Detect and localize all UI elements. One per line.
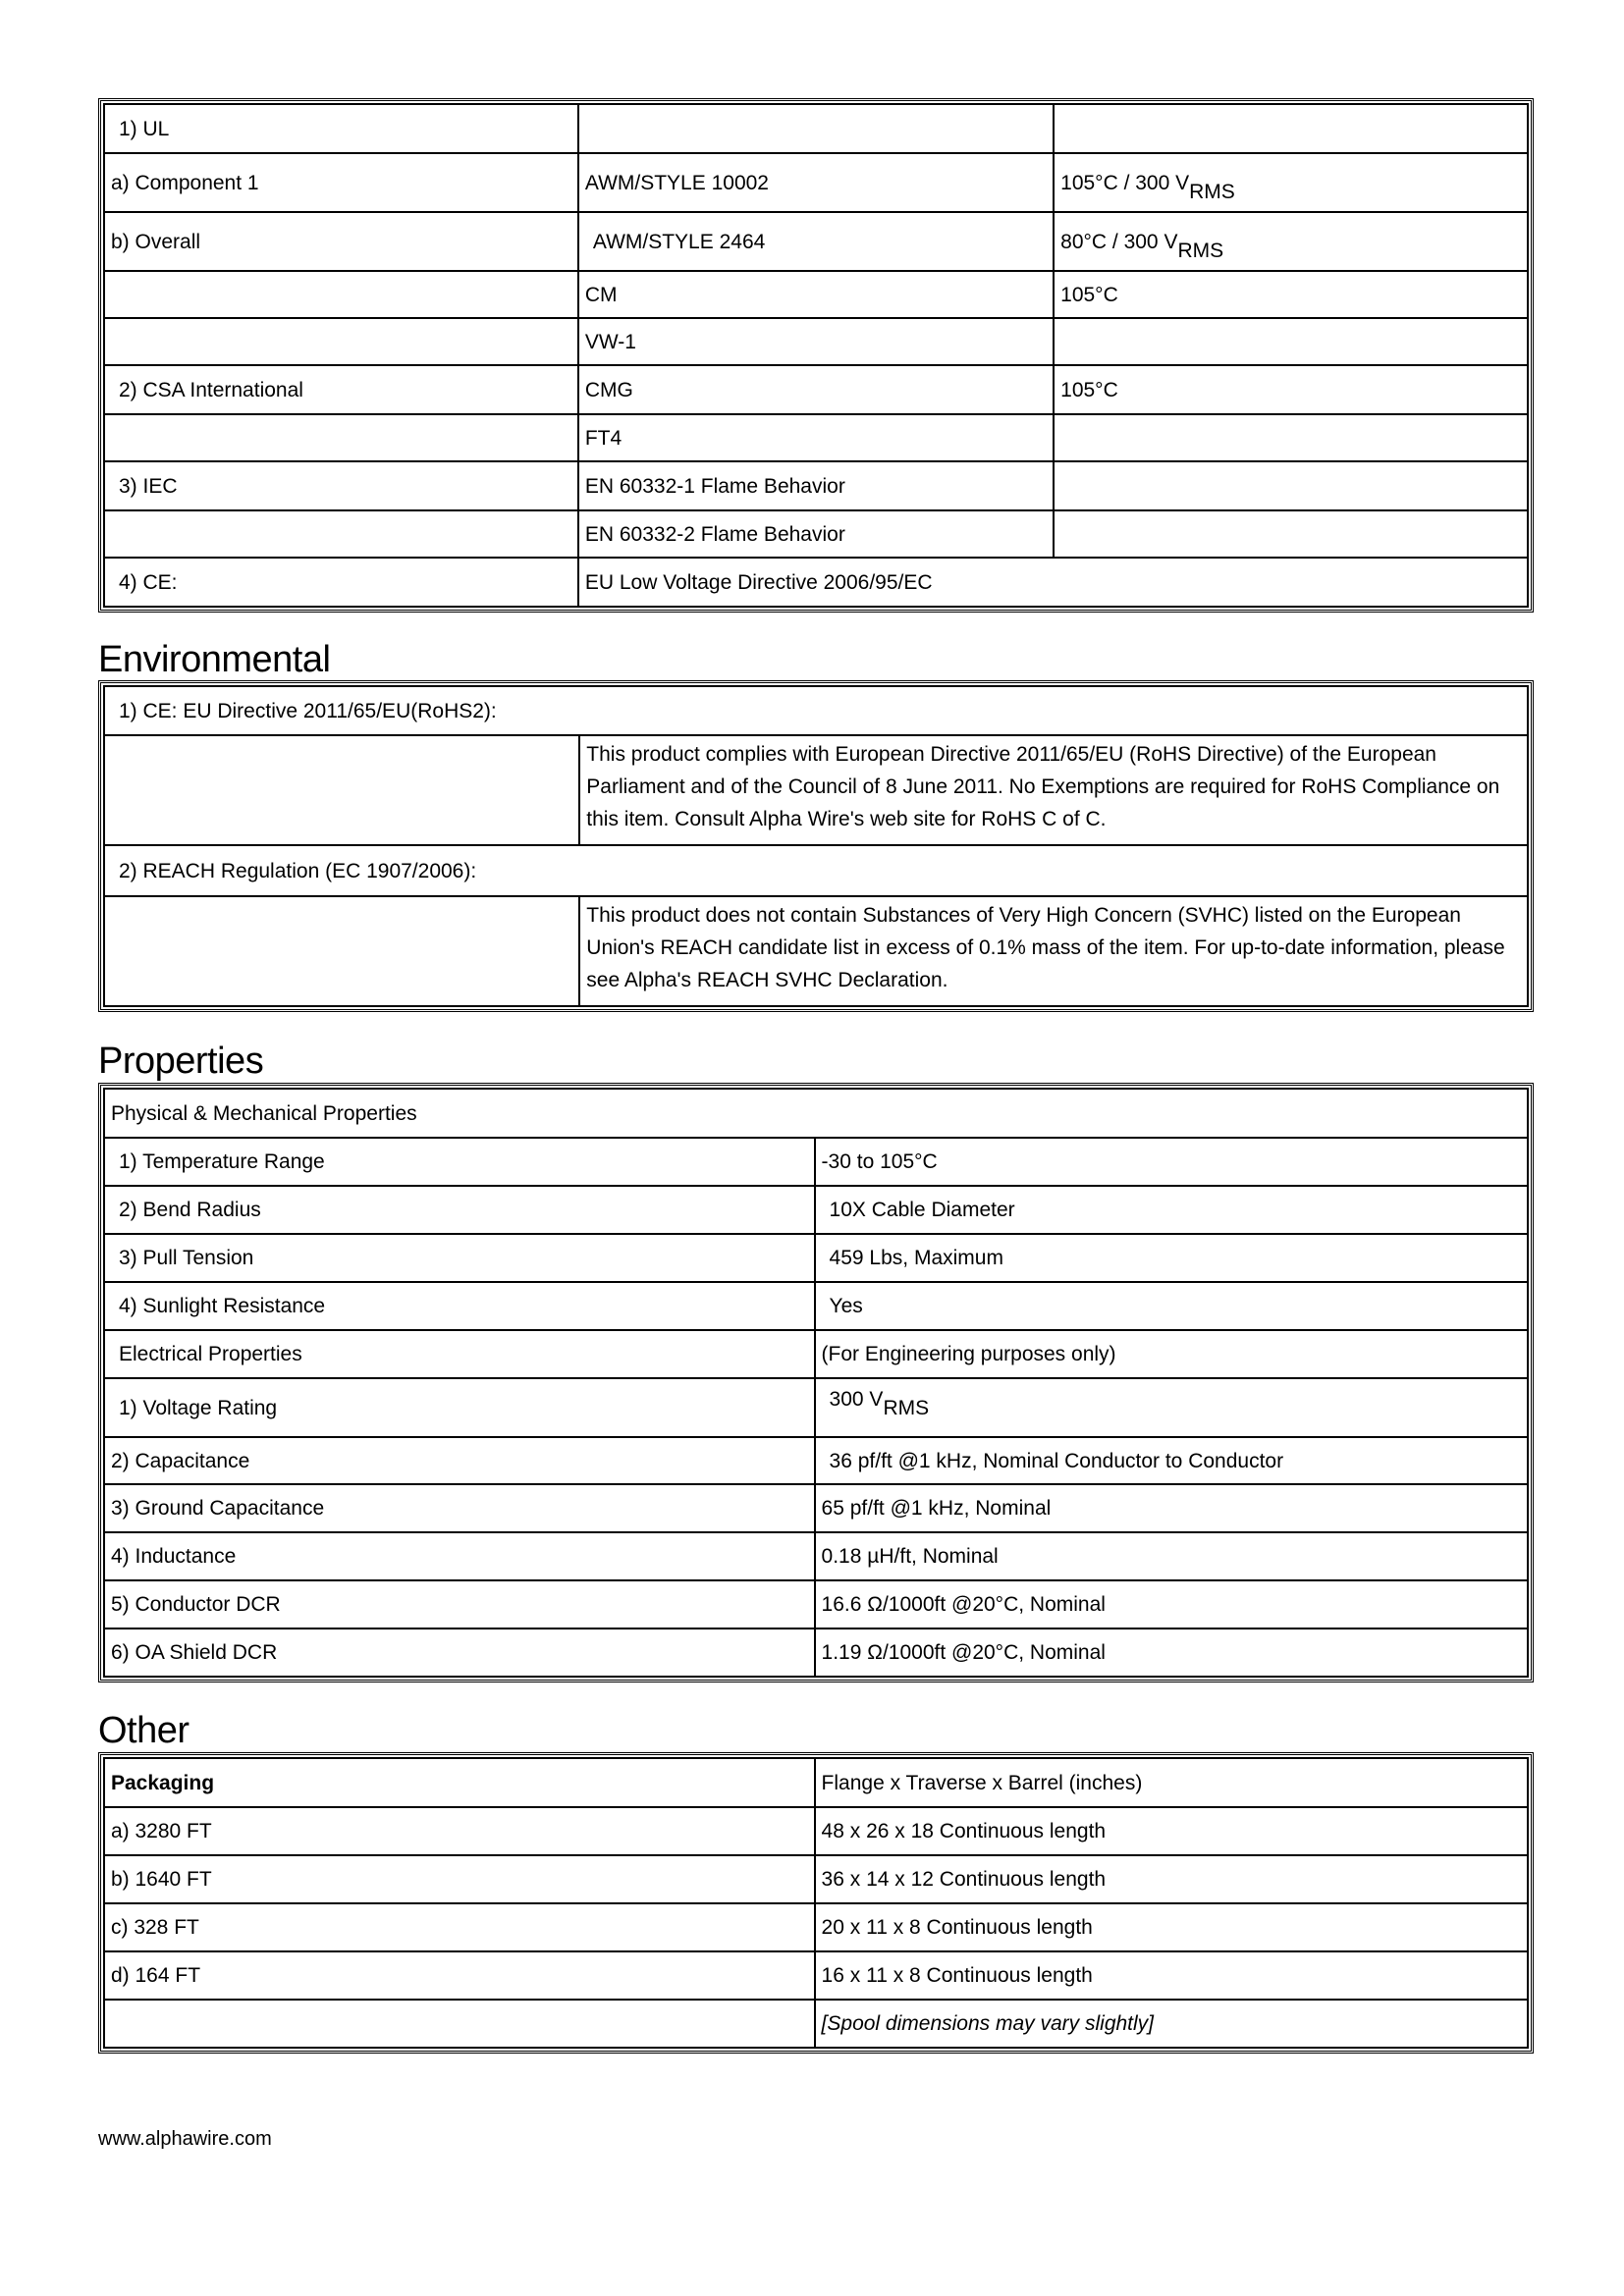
cert-rating: 105°C bbox=[1054, 365, 1528, 414]
prop-label: 1) Temperature Range bbox=[104, 1138, 815, 1186]
env-heading: 1) CE: EU Directive 2011/65/EU(RoHS2): bbox=[104, 686, 1528, 735]
prop-label: 1) Voltage Rating bbox=[104, 1378, 815, 1437]
table-row bbox=[104, 1532, 1528, 1580]
environmental-table bbox=[98, 680, 1534, 1012]
prop-value: 459 Lbs, Maximum bbox=[815, 1234, 1528, 1282]
cert-value: FT4 bbox=[578, 414, 1054, 461]
cert-label: 4) CE: bbox=[104, 558, 578, 607]
prop-label: 2) Bend Radius bbox=[104, 1186, 815, 1234]
env-text: This product does not contain Substances of Very High Concern (SVHC) listed on the European Union's REACH candidate list in excess of 0.1% mass of the item. For up-to-date information, please see Alpha's REACH SVHC Declaration. bbox=[579, 896, 1528, 1006]
table-row bbox=[104, 461, 1528, 510]
env-label bbox=[104, 896, 579, 1006]
subscript: RMS bbox=[1189, 180, 1235, 203]
prop-label: 4) Inductance bbox=[104, 1532, 815, 1580]
prop-label: 3) Pull Tension bbox=[104, 1234, 815, 1282]
cert-value: EN 60332-2 Flame Behavior bbox=[578, 510, 1054, 558]
prop-label: 6) OA Shield DCR bbox=[104, 1629, 815, 1677]
table-row bbox=[104, 896, 1528, 1006]
cert-rating bbox=[1054, 414, 1528, 461]
cert-label bbox=[104, 510, 578, 558]
table-row bbox=[104, 104, 1528, 153]
prop-value: 0.18 µH/ft, Nominal bbox=[815, 1532, 1528, 1580]
packaging-length bbox=[104, 2000, 815, 2048]
cert-label: 1) UL bbox=[104, 104, 578, 153]
table-row bbox=[104, 1437, 1528, 1484]
table-row bbox=[104, 1378, 1528, 1437]
cert-rating: 80°C / 300 VRMS bbox=[1054, 212, 1528, 271]
prop-label: 2) Capacitance bbox=[104, 1437, 815, 1484]
section-title-other: Other bbox=[98, 1710, 189, 1751]
table-row bbox=[104, 318, 1528, 365]
packaging-heading: Packaging bbox=[104, 1758, 815, 1807]
table-row bbox=[104, 414, 1528, 461]
section-title-environmental: Environmental bbox=[98, 639, 331, 680]
env-text: This product complies with European Directive 2011/65/EU (RoHS Directive) of the European Parliament and of the Council of 8 June 2011. No Exemptions are required for RoHS Compliance on this item. Consult Alpha Wire's web site for RoHS C of C. bbox=[579, 735, 1528, 845]
packaging-dimensions: 20 x 11 x 8 Continuous length bbox=[815, 1903, 1528, 1951]
table-row bbox=[104, 1580, 1528, 1629]
table-row bbox=[104, 1234, 1528, 1282]
prop-group-heading: Electrical Properties bbox=[104, 1330, 815, 1378]
table-row bbox=[104, 271, 1528, 318]
table-row bbox=[104, 1855, 1528, 1903]
table-row bbox=[104, 1330, 1528, 1378]
cert-label bbox=[104, 271, 578, 318]
table-row bbox=[104, 1758, 1528, 1807]
prop-value: (For Engineering purposes only) bbox=[815, 1330, 1528, 1378]
cert-rating: 105°C / 300 VRMS bbox=[1054, 153, 1528, 212]
prop-label: 3) Ground Capacitance bbox=[104, 1484, 815, 1532]
table-row bbox=[104, 735, 1528, 845]
packaging-dimensions-heading: Flange x Traverse x Barrel (inches) bbox=[815, 1758, 1528, 1807]
table-row bbox=[104, 686, 1528, 735]
packaging-note: [Spool dimensions may vary slightly] bbox=[815, 2000, 1528, 2048]
table-row bbox=[104, 1089, 1528, 1138]
prop-value: 36 pf/ft @1 kHz, Nominal Conductor to Conductor bbox=[815, 1437, 1528, 1484]
env-label bbox=[104, 735, 579, 845]
packaging-length: c) 328 FT bbox=[104, 1903, 815, 1951]
prop-value: 10X Cable Diameter bbox=[815, 1186, 1528, 1234]
table-row bbox=[104, 153, 1528, 212]
cert-rating bbox=[1054, 104, 1528, 153]
cert-rating bbox=[1054, 318, 1528, 365]
subscript: RMS bbox=[1177, 239, 1224, 262]
cert-value: CM bbox=[578, 271, 1054, 318]
table-row bbox=[104, 1186, 1528, 1234]
table-row bbox=[104, 2000, 1528, 2048]
subscript: RMS bbox=[883, 1397, 930, 1419]
prop-value: 300 VRMS bbox=[815, 1378, 1528, 1437]
packaging-length: a) 3280 FT bbox=[104, 1807, 815, 1855]
table-row bbox=[104, 365, 1528, 414]
packaging-dimensions: 36 x 14 x 12 Continuous length bbox=[815, 1855, 1528, 1903]
cert-label bbox=[104, 318, 578, 365]
cert-value: CMG bbox=[578, 365, 1054, 414]
table-row bbox=[104, 1951, 1528, 2000]
cert-label: a) Component 1 bbox=[104, 153, 578, 212]
cert-label: b) Overall bbox=[104, 212, 578, 271]
table-row bbox=[104, 1138, 1528, 1186]
prop-label: 4) Sunlight Resistance bbox=[104, 1282, 815, 1330]
properties-table bbox=[98, 1083, 1534, 1682]
packaging-length: b) 1640 FT bbox=[104, 1855, 815, 1903]
packaging-length: d) 164 FT bbox=[104, 1951, 815, 2000]
table-row bbox=[104, 558, 1528, 607]
cert-label: 3) IEC bbox=[104, 461, 578, 510]
prop-label: 5) Conductor DCR bbox=[104, 1580, 815, 1629]
table-row bbox=[104, 1484, 1528, 1532]
cert-value: AWM/STYLE 2464 bbox=[578, 212, 1054, 271]
cert-label: 2) CSA International bbox=[104, 365, 578, 414]
cert-label bbox=[104, 414, 578, 461]
cert-value: EU Low Voltage Directive 2006/95/EC bbox=[578, 558, 1528, 607]
table-row bbox=[104, 510, 1528, 558]
cert-rating bbox=[1054, 510, 1528, 558]
cert-value: EN 60332-1 Flame Behavior bbox=[578, 461, 1054, 510]
cert-value: VW-1 bbox=[578, 318, 1054, 365]
table-row bbox=[104, 1807, 1528, 1855]
table-row bbox=[104, 1282, 1528, 1330]
footer-url: www.alphawire.com bbox=[98, 2128, 272, 2150]
env-heading: 2) REACH Regulation (EC 1907/2006): bbox=[104, 845, 1528, 896]
packaging-dimensions: 16 x 11 x 8 Continuous length bbox=[815, 1951, 1528, 2000]
prop-value: Yes bbox=[815, 1282, 1528, 1330]
table-row bbox=[104, 212, 1528, 271]
cert-value bbox=[578, 104, 1054, 153]
cert-value: AWM/STYLE 10002 bbox=[578, 153, 1054, 212]
cert-rating: 105°C bbox=[1054, 271, 1528, 318]
table-row bbox=[104, 1629, 1528, 1677]
section-title-properties: Properties bbox=[98, 1041, 264, 1082]
prop-value: -30 to 105°C bbox=[815, 1138, 1528, 1186]
prop-group-heading: Physical & Mechanical Properties bbox=[104, 1089, 1528, 1138]
table-row bbox=[104, 845, 1528, 896]
packaging-table bbox=[98, 1752, 1534, 2054]
prop-value: 1.19 Ω/1000ft @20°C, Nominal bbox=[815, 1629, 1528, 1677]
table-row bbox=[104, 1903, 1528, 1951]
certifications-table bbox=[98, 98, 1534, 613]
packaging-dimensions: 48 x 26 x 18 Continuous length bbox=[815, 1807, 1528, 1855]
prop-value: 16.6 Ω/1000ft @20°C, Nominal bbox=[815, 1580, 1528, 1629]
prop-value: 65 pf/ft @1 kHz, Nominal bbox=[815, 1484, 1528, 1532]
cert-rating bbox=[1054, 461, 1528, 510]
